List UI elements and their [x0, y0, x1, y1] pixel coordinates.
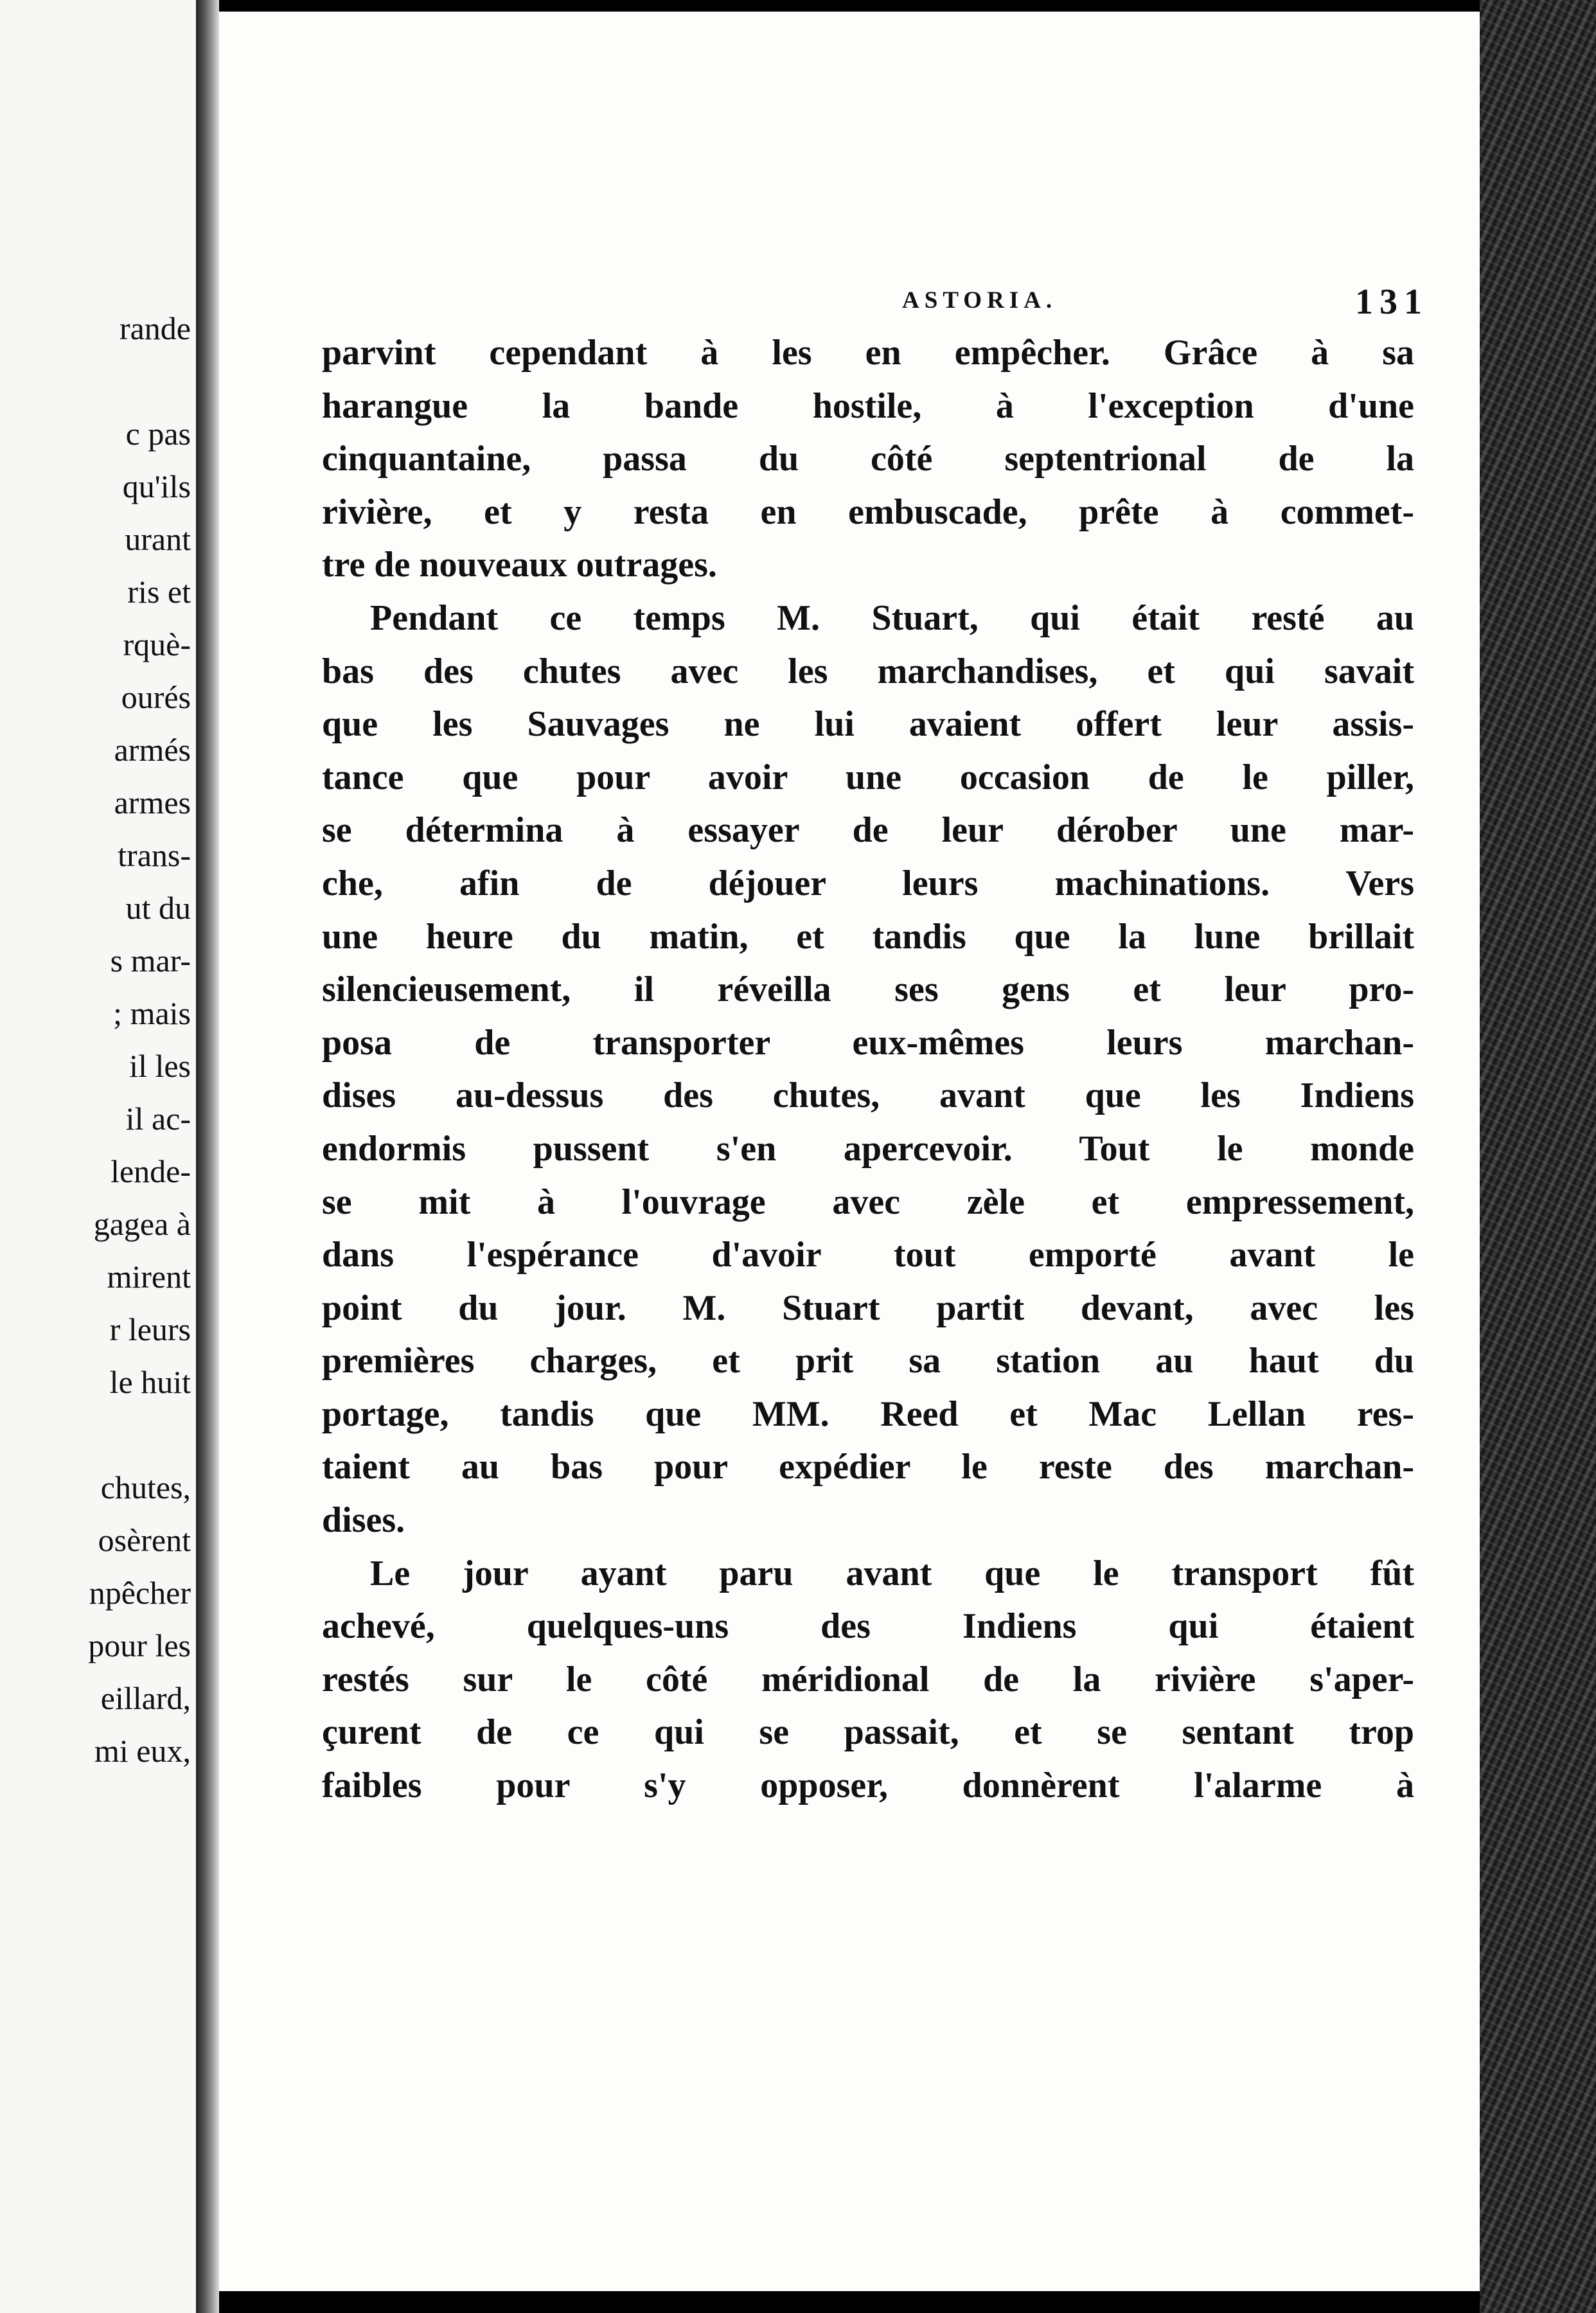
text-line: parvint cependant à les en empêcher. Grâce à sa	[322, 333, 1414, 373]
facing-page-line: urant	[125, 521, 191, 557]
text-line: Le jour ayant paru avant que le transport fût	[370, 1553, 1414, 1593]
text-line: Pendant ce temps M. Stuart, qui était resté au	[370, 598, 1414, 638]
paragraph	[322, 326, 1414, 592]
facing-page-line: eillard,	[100, 1680, 191, 1716]
text-line: tance que pour avoir une occasion de le piller,	[322, 757, 1414, 797]
text-line: point du jour. M. Stuart partit devant, avec les	[322, 1288, 1414, 1328]
book-edge	[1480, 0, 1596, 2313]
facing-page-line: mirent	[107, 1259, 191, 1295]
book-page	[219, 12, 1480, 2291]
facing-page-line: il ac-	[125, 1101, 191, 1137]
facing-page-line: le huit	[109, 1364, 191, 1400]
body-text	[322, 326, 1414, 1812]
facing-page-line: rande	[119, 310, 191, 346]
text-line: bas des chutes avec les marchandises, et qui savait	[322, 651, 1414, 691]
text-line: endormis pussent s'en apercevoir. Tout le monde	[322, 1128, 1414, 1169]
facing-page-fragment	[0, 0, 196, 2313]
text-line: posa de transporter eux-mêmes leurs marchan-	[322, 1022, 1414, 1063]
text-line: harangue la bande hostile, à l'exception d'une	[322, 386, 1414, 426]
facing-page-line: npêcher	[89, 1575, 191, 1611]
text-line: faibles pour s'y opposer, donnèrent l'alarme à	[322, 1766, 1414, 1806]
facing-page-line: qu'ils	[122, 468, 191, 504]
facing-page-line: ourés	[121, 679, 191, 715]
text-line: taient au bas pour expédier le reste des marchan-	[322, 1447, 1414, 1487]
text-line: dises au-dessus des chutes, avant que les Indiens	[322, 1076, 1414, 1116]
facing-page-line: lende-	[111, 1153, 191, 1189]
facing-page-line	[0, 355, 191, 407]
facing-page-line: trans-	[118, 837, 191, 873]
facing-page-line: armes	[114, 784, 191, 820]
text-line: dises.	[322, 1500, 405, 1541]
text-line: tre de nouveaux outrages.	[322, 545, 717, 585]
page-number: 131	[1355, 282, 1428, 322]
text-line: portage, tandis que MM. Reed et Mac Lellan res-	[322, 1394, 1414, 1434]
facing-page-line: armés	[114, 732, 191, 768]
text-line: achevé, quelques-uns des Indiens qui étaient	[322, 1606, 1414, 1647]
text-line: çurent de ce qui se passait, et se sentant trop	[322, 1712, 1414, 1753]
facing-page-line	[0, 1408, 191, 1461]
facing-page-line: ris et	[127, 574, 191, 610]
facing-page-line: chutes,	[100, 1469, 191, 1505]
text-line: che, afin de déjouer leurs machinations. Vers	[322, 863, 1414, 903]
facing-page-line: osèrent	[98, 1522, 191, 1558]
text-line: une heure du matin, et tandis que la lune brillait	[322, 916, 1414, 957]
facing-page-line: mi eux,	[94, 1733, 191, 1769]
facing-page-line: c pas	[125, 416, 191, 452]
text-line: cinquantaine, passa du côté septentrional de la	[322, 439, 1414, 479]
facing-page-text	[0, 302, 191, 1777]
paragraph	[322, 1547, 1414, 1812]
text-line: silencieusement, il réveilla ses gens et leur pro-	[322, 970, 1414, 1010]
running-head: ASTORIA.	[902, 287, 1058, 314]
facing-page-line: gagea à	[93, 1206, 191, 1242]
facing-page-line: s mar-	[110, 943, 191, 979]
text-line: restés sur le côté méridional de la rivière s'aper-	[322, 1659, 1414, 1699]
facing-page-line: r leurs	[109, 1311, 191, 1347]
facing-page-line: il les	[129, 1048, 191, 1084]
paragraph	[322, 592, 1414, 1547]
text-line: se détermina à essayer de leur dérober une mar-	[322, 810, 1414, 851]
facing-page-line: rquè-	[123, 626, 191, 662]
text-line: dans l'espérance d'avoir tout emporté avant le	[322, 1235, 1414, 1275]
text-line: que les Sauvages ne lui avaient offert leur assis-	[322, 704, 1414, 745]
text-line: premières charges, et prit sa station au haut du	[322, 1341, 1414, 1381]
facing-page-line: pour les	[88, 1627, 191, 1663]
book-gutter	[196, 0, 219, 2313]
text-line: se mit à l'ouvrage avec zèle et empressement,	[322, 1182, 1414, 1222]
facing-page-line: ut du	[125, 890, 191, 926]
facing-page-line: ; mais	[113, 995, 191, 1031]
text-line: rivière, et y resta en embuscade, prête à commet-	[322, 492, 1414, 532]
